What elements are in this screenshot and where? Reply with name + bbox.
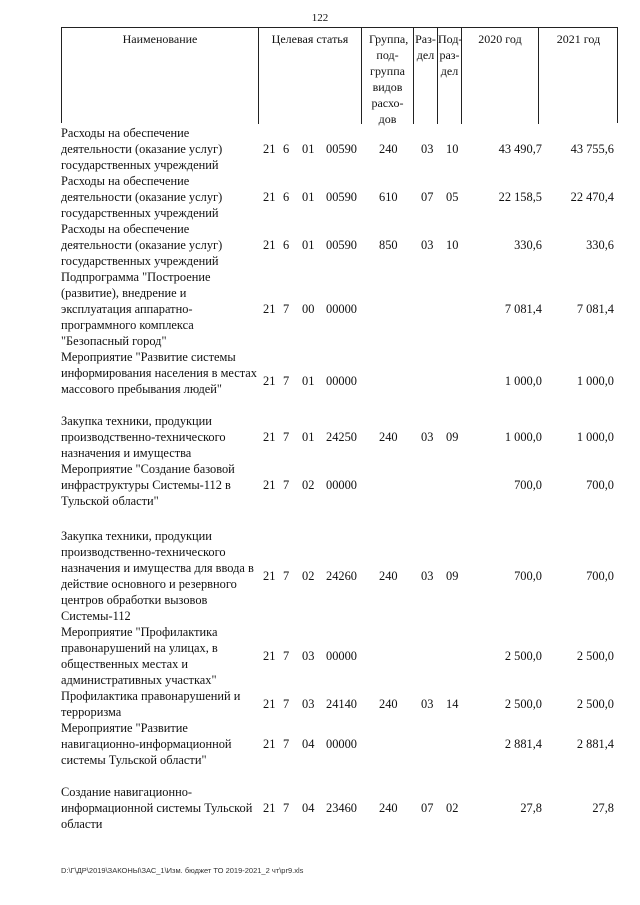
- cell-v2020: 1 000,0: [504, 374, 542, 388]
- page-number: 122: [311, 12, 329, 24]
- cell-c2: 7: [283, 737, 290, 751]
- cell-c4: 24140: [326, 697, 357, 711]
- table-row: [0, 688, 640, 720]
- cell-c1: 21: [263, 478, 276, 492]
- cell-c5: 850: [379, 238, 398, 252]
- table-row: [0, 720, 640, 768]
- cell-c7: 05: [446, 190, 459, 204]
- cell-c3: 02: [302, 569, 315, 583]
- cell-c1: 21: [263, 374, 276, 388]
- cell-c4: 00000: [326, 478, 357, 492]
- header-podrazdel: Под- раз- дел: [438, 28, 462, 124]
- cell-c7: 09: [446, 569, 459, 583]
- cell-v2020: 43 490,7: [498, 142, 542, 156]
- table-header: [61, 27, 618, 126]
- cell-c5: 610: [379, 190, 398, 204]
- cell-c2: 7: [283, 478, 290, 492]
- cell-v2021: 1 000,0: [576, 430, 614, 444]
- header-name: Наименование: [62, 28, 259, 124]
- cell-c6: 03: [421, 430, 434, 444]
- cell-c2: 7: [283, 801, 290, 815]
- cell-c1: 21: [263, 649, 276, 663]
- cell-c2: 7: [283, 374, 290, 388]
- cell-c1: 21: [263, 238, 276, 252]
- cell-c4: 23460: [326, 801, 357, 815]
- cell-v2021: 2 500,0: [576, 649, 614, 663]
- cell-c3: 01: [302, 190, 315, 204]
- table-row: [0, 221, 640, 269]
- header-target: Целевая статья: [259, 28, 362, 124]
- row-name: Мероприятие "Создание базовой инфраструктуры Системы-112 в Тульской области": [61, 462, 235, 508]
- cell-c4: 24260: [326, 569, 357, 583]
- cell-v2021: 1 000,0: [576, 374, 614, 388]
- cell-v2020: 2 500,0: [504, 697, 542, 711]
- cell-c3: 01: [302, 430, 315, 444]
- cell-c3: 03: [302, 649, 315, 663]
- cell-v2021: 2 881,4: [576, 737, 614, 751]
- cell-c1: 21: [263, 142, 276, 156]
- table-row: [0, 269, 640, 349]
- cell-c4: 00000: [326, 374, 357, 388]
- cell-c5: 240: [379, 142, 398, 156]
- cell-c7: 02: [446, 801, 459, 815]
- table-row: [0, 413, 640, 461]
- cell-v2020: 2 881,4: [504, 737, 542, 751]
- cell-c3: 00: [302, 302, 315, 316]
- cell-c2: 7: [283, 302, 290, 316]
- cell-v2021: 43 755,6: [570, 142, 614, 156]
- header-2020: 2020 год: [462, 28, 539, 124]
- cell-c1: 21: [263, 569, 276, 583]
- cell-c4: 00590: [326, 190, 357, 204]
- row-name: Расходы на обеспечение деятельности (оказание услуг) государственных учреждений: [61, 222, 223, 268]
- cell-c5: 240: [379, 697, 398, 711]
- row-name: Мероприятие "Развитие системы информирования населения в местах массового пребывания людей": [61, 350, 257, 396]
- cell-c1: 21: [263, 430, 276, 444]
- cell-c7: 10: [446, 238, 459, 252]
- cell-c6: 03: [421, 569, 434, 583]
- cell-c6: 03: [421, 238, 434, 252]
- cell-c5: 240: [379, 801, 398, 815]
- cell-v2020: 330,6: [514, 238, 542, 252]
- cell-c2: 7: [283, 649, 290, 663]
- cell-c3: 01: [302, 374, 315, 388]
- row-name: Подпрограмма "Построение (развитие), внедрение и эксплуатация аппаратно-программного комплекса "Безопасный город": [61, 270, 211, 348]
- cell-v2021: 700,0: [586, 478, 614, 492]
- cell-v2020: 700,0: [514, 478, 542, 492]
- cell-c2: 6: [283, 142, 290, 156]
- cell-c4: 00000: [326, 302, 357, 316]
- cell-c7: 09: [446, 430, 459, 444]
- cell-v2020: 1 000,0: [504, 430, 542, 444]
- cell-c6: 07: [421, 801, 434, 815]
- row-name: Закупка техники, продукции производственно-технического назначения и имущества: [61, 414, 226, 460]
- cell-v2021: 7 081,4: [576, 302, 614, 316]
- cell-c3: 04: [302, 801, 315, 815]
- cell-v2021: 330,6: [586, 238, 614, 252]
- cell-c4: 24250: [326, 430, 357, 444]
- row-name: Профилактика правонарушений и терроризма: [61, 689, 241, 719]
- table-row: [0, 624, 640, 688]
- cell-c4: 00000: [326, 737, 357, 751]
- cell-c4: 00590: [326, 238, 357, 252]
- cell-c2: 7: [283, 697, 290, 711]
- table-row: [0, 784, 640, 832]
- table-row: [0, 461, 640, 509]
- table-row: [0, 125, 640, 173]
- cell-c3: 04: [302, 737, 315, 751]
- cell-c4: 00590: [326, 142, 357, 156]
- table-row: [0, 528, 640, 624]
- cell-v2020: 2 500,0: [504, 649, 542, 663]
- row-name: Закупка техники, продукции производственно-технического назначения и имущества для ввода в действие основного и резервного центров обработки вызовов Системы-112: [61, 529, 254, 623]
- cell-c2: 7: [283, 569, 290, 583]
- cell-v2021: 27,8: [592, 801, 614, 815]
- row-name: Расходы на обеспечение деятельности (оказание услуг) государственных учреждений: [61, 174, 223, 220]
- cell-v2020: 7 081,4: [504, 302, 542, 316]
- cell-c4: 00000: [326, 649, 357, 663]
- file-path-footer: D:\Г\ДР\2019\ЗАКОНЫ\ЗАС_1\Изм. бюджет ТО 2019-2021_2 чт\pr9.xls: [61, 866, 304, 875]
- cell-c3: 03: [302, 697, 315, 711]
- header-razdel: Раз- дел: [414, 28, 438, 124]
- cell-c1: 21: [263, 697, 276, 711]
- row-name: Расходы на обеспечение деятельности (оказание услуг) государственных учреждений: [61, 126, 223, 172]
- cell-c1: 21: [263, 190, 276, 204]
- cell-c2: 6: [283, 190, 290, 204]
- cell-c3: 01: [302, 142, 315, 156]
- cell-c5: 240: [379, 430, 398, 444]
- row-name: Мероприятие "Профилактика правонарушений на улицах, в общественных местах и административных участках": [61, 625, 218, 687]
- cell-c1: 21: [263, 737, 276, 751]
- cell-c6: 03: [421, 142, 434, 156]
- cell-c2: 6: [283, 238, 290, 252]
- table-row: [0, 349, 640, 413]
- cell-c7: 14: [446, 697, 459, 711]
- cell-v2021: 22 470,4: [570, 190, 614, 204]
- header-group: Группа, под- группа видов расхо- дов: [362, 28, 414, 124]
- cell-c6: 07: [421, 190, 434, 204]
- cell-c7: 10: [446, 142, 459, 156]
- cell-v2020: 700,0: [514, 569, 542, 583]
- cell-c3: 02: [302, 478, 315, 492]
- cell-v2020: 27,8: [520, 801, 542, 815]
- cell-v2021: 2 500,0: [576, 697, 614, 711]
- cell-c1: 21: [263, 801, 276, 815]
- row-name: Создание навигационно-информационной системы Тульской области: [61, 785, 253, 831]
- cell-c3: 01: [302, 238, 315, 252]
- table-row: [0, 173, 640, 221]
- row-name: Мероприятие "Развитие навигационно-информационной системы Тульской области": [61, 721, 232, 767]
- cell-c5: 240: [379, 569, 398, 583]
- cell-c2: 7: [283, 430, 290, 444]
- cell-v2021: 700,0: [586, 569, 614, 583]
- cell-v2020: 22 158,5: [498, 190, 542, 204]
- cell-c1: 21: [263, 302, 276, 316]
- cell-c6: 03: [421, 697, 434, 711]
- header-2021: 2021 год: [556, 32, 601, 46]
